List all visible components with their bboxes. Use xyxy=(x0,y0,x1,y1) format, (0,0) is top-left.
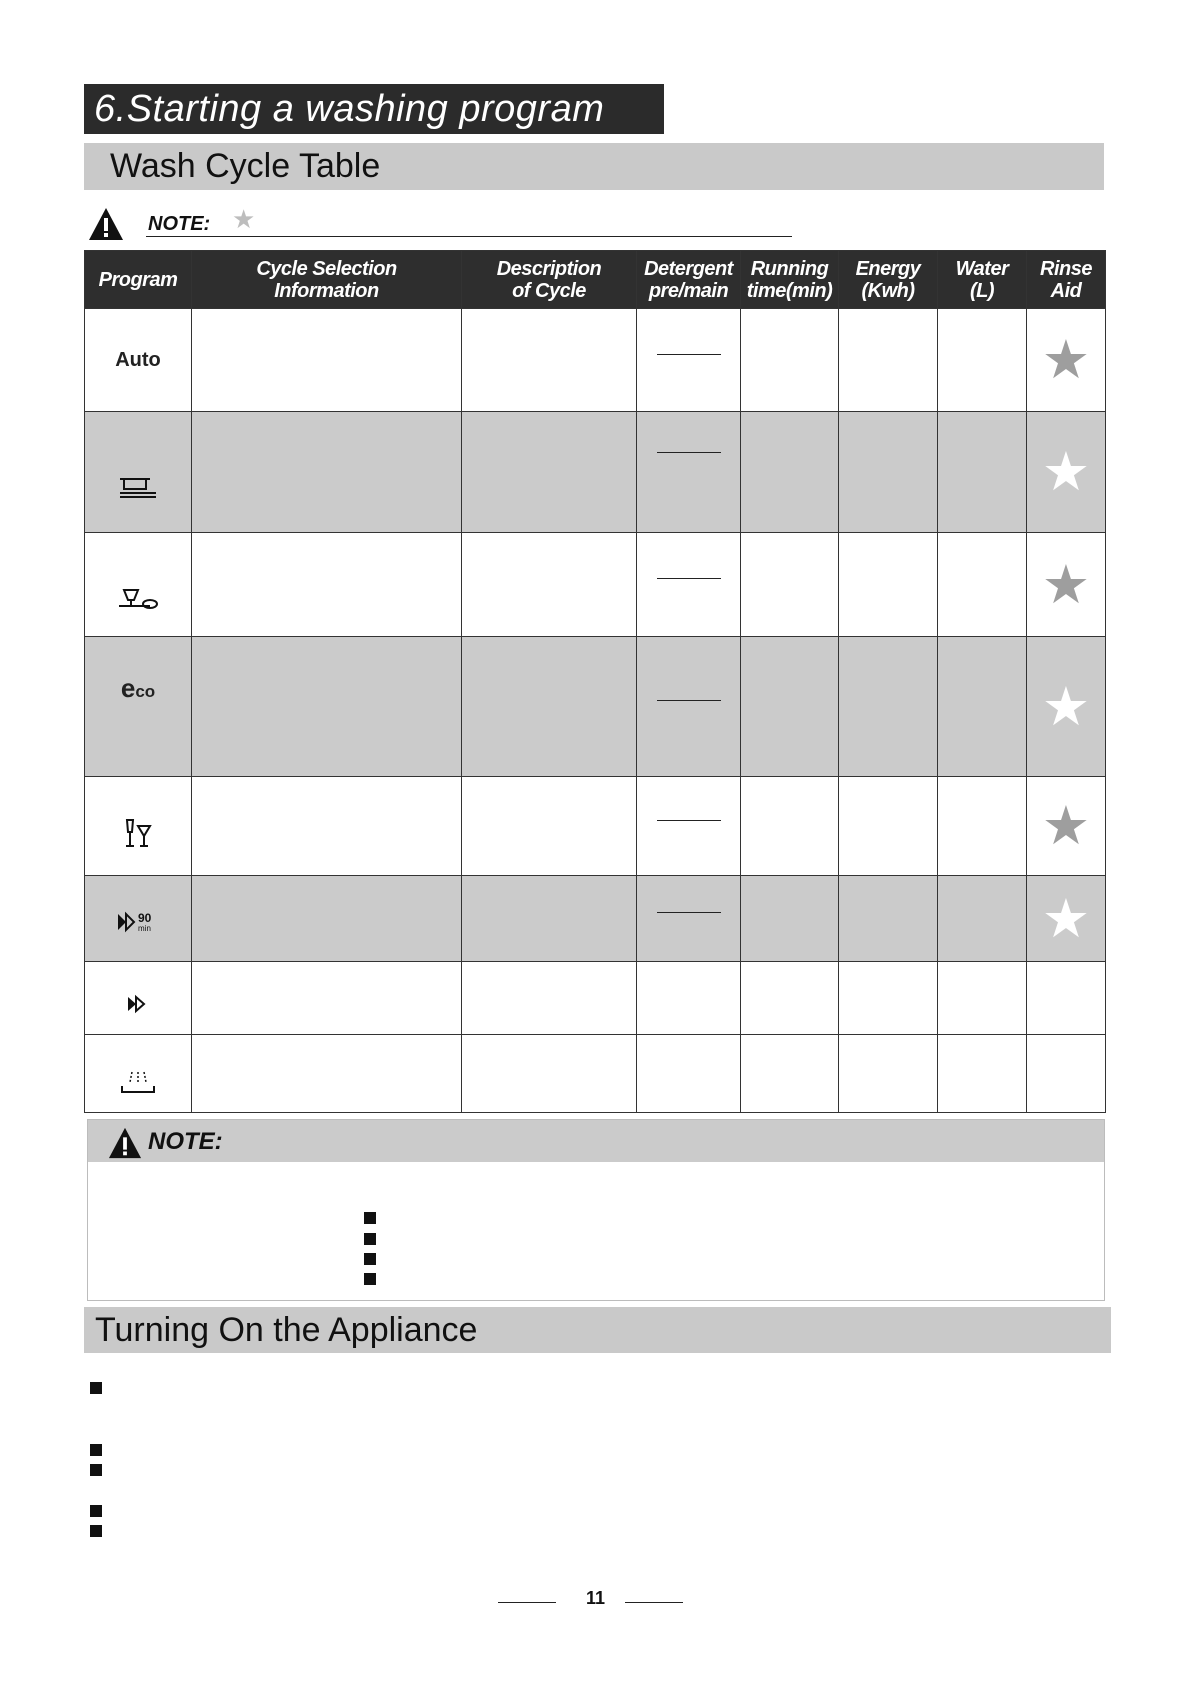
table-row xyxy=(85,637,1106,777)
detergent-cell xyxy=(637,777,741,876)
cycle-selection-cell xyxy=(192,876,462,962)
turning-on-heading: Turning On the Appliance xyxy=(84,1307,1111,1353)
program-cell xyxy=(85,1035,192,1113)
table-row xyxy=(85,962,1106,1035)
detergent-blank-line xyxy=(657,912,721,913)
header-cycle-selection: Cycle Selection Information xyxy=(192,251,462,309)
energy-cell xyxy=(839,637,938,777)
header-detergent: Detergent pre/main xyxy=(637,251,741,309)
warning-triangle-icon xyxy=(108,1126,142,1160)
cycle-selection-cell xyxy=(192,962,462,1035)
cycle-selection-cell xyxy=(192,637,462,777)
description-cell xyxy=(462,637,637,777)
eco-icon: eco xyxy=(120,673,156,703)
table-row xyxy=(85,412,1106,533)
detergent-cell xyxy=(637,962,741,1035)
water-cell xyxy=(938,309,1027,412)
star-icon: ★ xyxy=(1041,676,1091,737)
running-time-cell xyxy=(741,777,839,876)
rinse-aid-cell xyxy=(1027,309,1106,412)
cycle-selection-cell xyxy=(192,412,462,533)
wash-cycle-table xyxy=(84,250,1106,1113)
star-icon: ★ xyxy=(1041,796,1091,856)
program-cell xyxy=(85,412,192,533)
rinse-aid-cell xyxy=(1027,637,1106,777)
water-cell xyxy=(938,962,1027,1035)
detergent-cell xyxy=(637,309,741,412)
glass-icon xyxy=(122,818,154,850)
energy-cell xyxy=(839,309,938,412)
program-cell xyxy=(85,309,192,412)
wash-cycle-table-heading: Wash Cycle Table xyxy=(84,143,1104,190)
bullet-square xyxy=(90,1464,102,1476)
detergent-cell xyxy=(637,412,741,533)
bullet-square xyxy=(90,1382,102,1394)
detergent-blank-line xyxy=(657,452,721,453)
bullet-square xyxy=(90,1525,102,1537)
water-cell xyxy=(938,777,1027,876)
svg-text:min: min xyxy=(138,924,151,933)
table-row xyxy=(85,876,1106,962)
bullet-square xyxy=(90,1444,102,1456)
bullet-square xyxy=(364,1273,376,1285)
description-cell xyxy=(462,412,637,533)
table-row xyxy=(85,533,1106,637)
running-time-cell xyxy=(741,876,839,962)
running-time-cell xyxy=(741,412,839,533)
warning-triangle-icon xyxy=(88,206,124,242)
detergent-cell xyxy=(637,876,741,962)
program-cell xyxy=(85,777,192,876)
cycle-selection-cell xyxy=(192,777,462,876)
energy-cell xyxy=(839,777,938,876)
header-rinse-aid: Rinse Aid xyxy=(1027,251,1106,309)
running-time-cell xyxy=(741,637,839,777)
water-cell xyxy=(938,876,1027,962)
energy-cell xyxy=(839,876,938,962)
star-icon: ★ xyxy=(232,204,256,234)
rinse-aid-cell xyxy=(1027,1035,1106,1113)
cycle-selection-cell xyxy=(192,1035,462,1113)
90min-icon xyxy=(116,910,160,934)
note-box xyxy=(87,1119,1105,1301)
bullet-square xyxy=(90,1505,102,1517)
note-underline xyxy=(146,236,792,237)
page-number-rule-right xyxy=(625,1602,683,1603)
running-time-cell xyxy=(741,1035,839,1113)
bullet-square xyxy=(364,1253,376,1265)
detergent-blank-line xyxy=(657,578,721,579)
description-cell xyxy=(462,309,637,412)
energy-cell xyxy=(839,1035,938,1113)
table-row xyxy=(85,309,1106,412)
running-time-cell xyxy=(741,309,839,412)
running-time-cell xyxy=(741,533,839,637)
detergent-blank-line xyxy=(657,820,721,821)
energy-cell xyxy=(839,412,938,533)
energy-cell xyxy=(839,962,938,1035)
star-icon: ★ xyxy=(1041,554,1091,615)
note-label: NOTE: xyxy=(148,213,211,235)
table-row xyxy=(85,1035,1106,1113)
page-number: 11 xyxy=(585,1588,606,1608)
rinse-aid-cell xyxy=(1027,962,1106,1035)
detergent-cell xyxy=(637,1035,741,1113)
header-water: Water (L) xyxy=(938,251,1027,309)
description-cell xyxy=(462,1035,637,1113)
program-auto-label: Auto xyxy=(115,348,161,371)
description-cell xyxy=(462,876,637,962)
detergent-cell xyxy=(637,533,741,637)
bullet-square xyxy=(364,1212,376,1224)
water-cell xyxy=(938,1035,1027,1113)
program-cell xyxy=(85,533,192,637)
section-heading: 6.Starting a washing program xyxy=(84,84,664,134)
description-cell xyxy=(462,962,637,1035)
table-row xyxy=(85,777,1106,876)
header-energy: Energy (Kwh) xyxy=(839,251,938,309)
water-cell xyxy=(938,412,1027,533)
detergent-blank-line xyxy=(657,354,721,355)
star-icon: ★ xyxy=(1041,888,1091,949)
header-program: Program xyxy=(85,251,192,309)
description-cell xyxy=(462,777,637,876)
header-description: Description of Cycle xyxy=(462,251,637,309)
detergent-blank-line xyxy=(657,700,721,701)
rinse-aid-cell xyxy=(1027,777,1106,876)
star-icon: ★ xyxy=(1041,330,1091,390)
description-cell xyxy=(462,533,637,637)
intensive-pot-icon xyxy=(118,475,158,501)
rinse-aid-cell xyxy=(1027,412,1106,533)
rinse-aid-cell xyxy=(1027,876,1106,962)
svg-text:90: 90 xyxy=(138,911,152,925)
cycle-selection-cell xyxy=(192,533,462,637)
energy-cell xyxy=(839,533,938,637)
note-box-header xyxy=(88,1120,1104,1162)
star-icon: ★ xyxy=(1041,442,1091,502)
rapid-icon xyxy=(126,994,150,1014)
pre-wash-icon xyxy=(118,1068,158,1098)
water-cell xyxy=(938,637,1027,777)
cycle-selection-cell xyxy=(192,309,462,412)
bullet-square xyxy=(364,1233,376,1245)
water-cell xyxy=(938,533,1027,637)
header-running-time: Running time(min) xyxy=(741,251,839,309)
normal-plate-icon xyxy=(116,587,160,613)
program-cell xyxy=(85,637,192,777)
program-cell xyxy=(85,962,192,1035)
table-header-row xyxy=(85,251,1106,309)
running-time-cell xyxy=(741,962,839,1035)
program-cell xyxy=(85,876,192,962)
note-label: NOTE: xyxy=(148,1128,223,1155)
detergent-cell xyxy=(637,637,741,777)
rinse-aid-cell xyxy=(1027,533,1106,637)
